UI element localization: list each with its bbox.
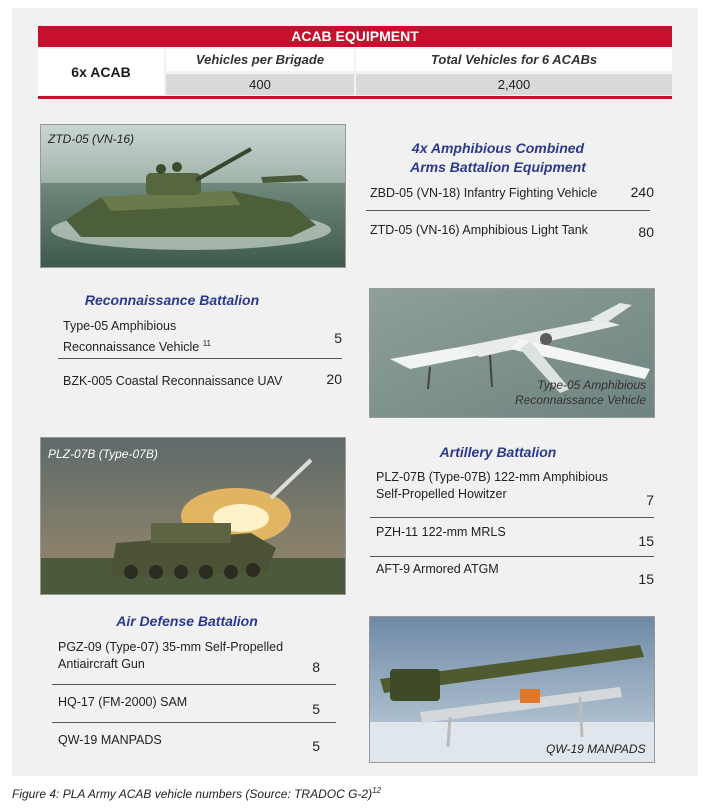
col-header-vehicles-per-brigade: Vehicles per Brigade: [166, 49, 354, 71]
row-label: 6x ACAB: [38, 49, 164, 95]
item-line: [63, 335, 211, 356]
section-title-artillery: Artillery Battalion: [439, 444, 557, 460]
count-bzk-005: 20: [326, 371, 342, 387]
section-title-amphibious: [370, 139, 626, 177]
photo-qw-19: [369, 616, 655, 763]
value-total-vehicles: 2,400: [356, 74, 672, 95]
caption-qw-19: QW-19 MANPADS: [546, 742, 646, 756]
count-hq-17: 5: [312, 701, 320, 717]
divider: [52, 684, 336, 685]
count-pzh-11: 15: [638, 533, 654, 549]
item-qw-19: QW-19 MANPADS: [58, 733, 162, 747]
item-plz-07b: [376, 469, 608, 503]
count-qw-19: 5: [312, 738, 320, 754]
divider: [52, 722, 336, 723]
section-title-air-defense: Air Defense Battalion: [116, 613, 258, 629]
divider: [370, 556, 654, 557]
caption-ztd-05: ZTD-05 (VN-16): [48, 132, 135, 146]
item-pzh-11: PZH-11 122-mm MRLS: [376, 525, 506, 539]
item-line: Antiaircraft Gun: [58, 657, 145, 671]
caption-line: Reconnaissance Vehicle: [515, 393, 646, 407]
item-line: PLZ-07B (Type-07B) 122-mm Amphibious: [376, 470, 609, 484]
divider: [58, 358, 342, 359]
section-title-recon: Reconnaissance Battalion: [84, 292, 260, 308]
table-title: ACAB EQUIPMENT: [38, 26, 672, 47]
count-plz-07b: 7: [646, 492, 654, 508]
item-hq-17: HQ-17 (FM-2000) SAM: [58, 695, 188, 709]
divider: [370, 517, 654, 518]
figure-caption: [12, 786, 381, 801]
item-type-05: [63, 318, 211, 356]
count-pgz-09: 8: [312, 659, 320, 675]
item-line: PGZ-09 (Type-07) 35-mm Self-Propelled: [58, 640, 284, 654]
count-aft-9: 15: [638, 571, 654, 587]
col-header-total-vehicles: Total Vehicles for 6 ACABs: [356, 49, 672, 71]
item-line: Self-Propelled Howitzer: [376, 487, 507, 501]
caption-type-05: [502, 378, 646, 408]
item-bzk-005: BZK-005 Coastal Reconnaissance UAV: [63, 374, 283, 388]
section-title-line: 4x Amphibious Combined: [411, 140, 585, 156]
figure-caption-text: Figure 4: PLA Army ACAB vehicle numbers (Source: TRADOC G-2): [12, 787, 373, 801]
item-text: Reconnaissance Vehicle: [63, 340, 200, 355]
caption-plz-07b: PLZ-07B (Type-07B): [48, 447, 158, 461]
item-ztd-05: ZTD-05 (VN-16) Amphibious Light Tank: [370, 223, 588, 237]
caption-line: Type-05 Amphibious: [537, 378, 646, 392]
count-zbd-05: 240: [630, 184, 654, 200]
count-ztd-05: 80: [638, 224, 654, 240]
footnote-marker: 11: [202, 339, 211, 348]
value-vehicles-per-brigade: 400: [166, 74, 354, 95]
table-bottom-rule: [38, 96, 672, 99]
item-pgz-09: [58, 639, 283, 673]
count-type-05: 5: [334, 330, 342, 346]
item-aft-9: AFT-9 Armored ATGM: [376, 562, 499, 576]
section-title-line: Arms Battalion Equipment: [410, 159, 586, 175]
item-zbd-05: ZBD-05 (VN-18) Infantry Fighting Vehicle: [370, 186, 598, 200]
item-line: Type-05 Amphibious: [63, 319, 177, 333]
divider: [366, 210, 650, 211]
footnote-marker: 12: [372, 786, 382, 795]
